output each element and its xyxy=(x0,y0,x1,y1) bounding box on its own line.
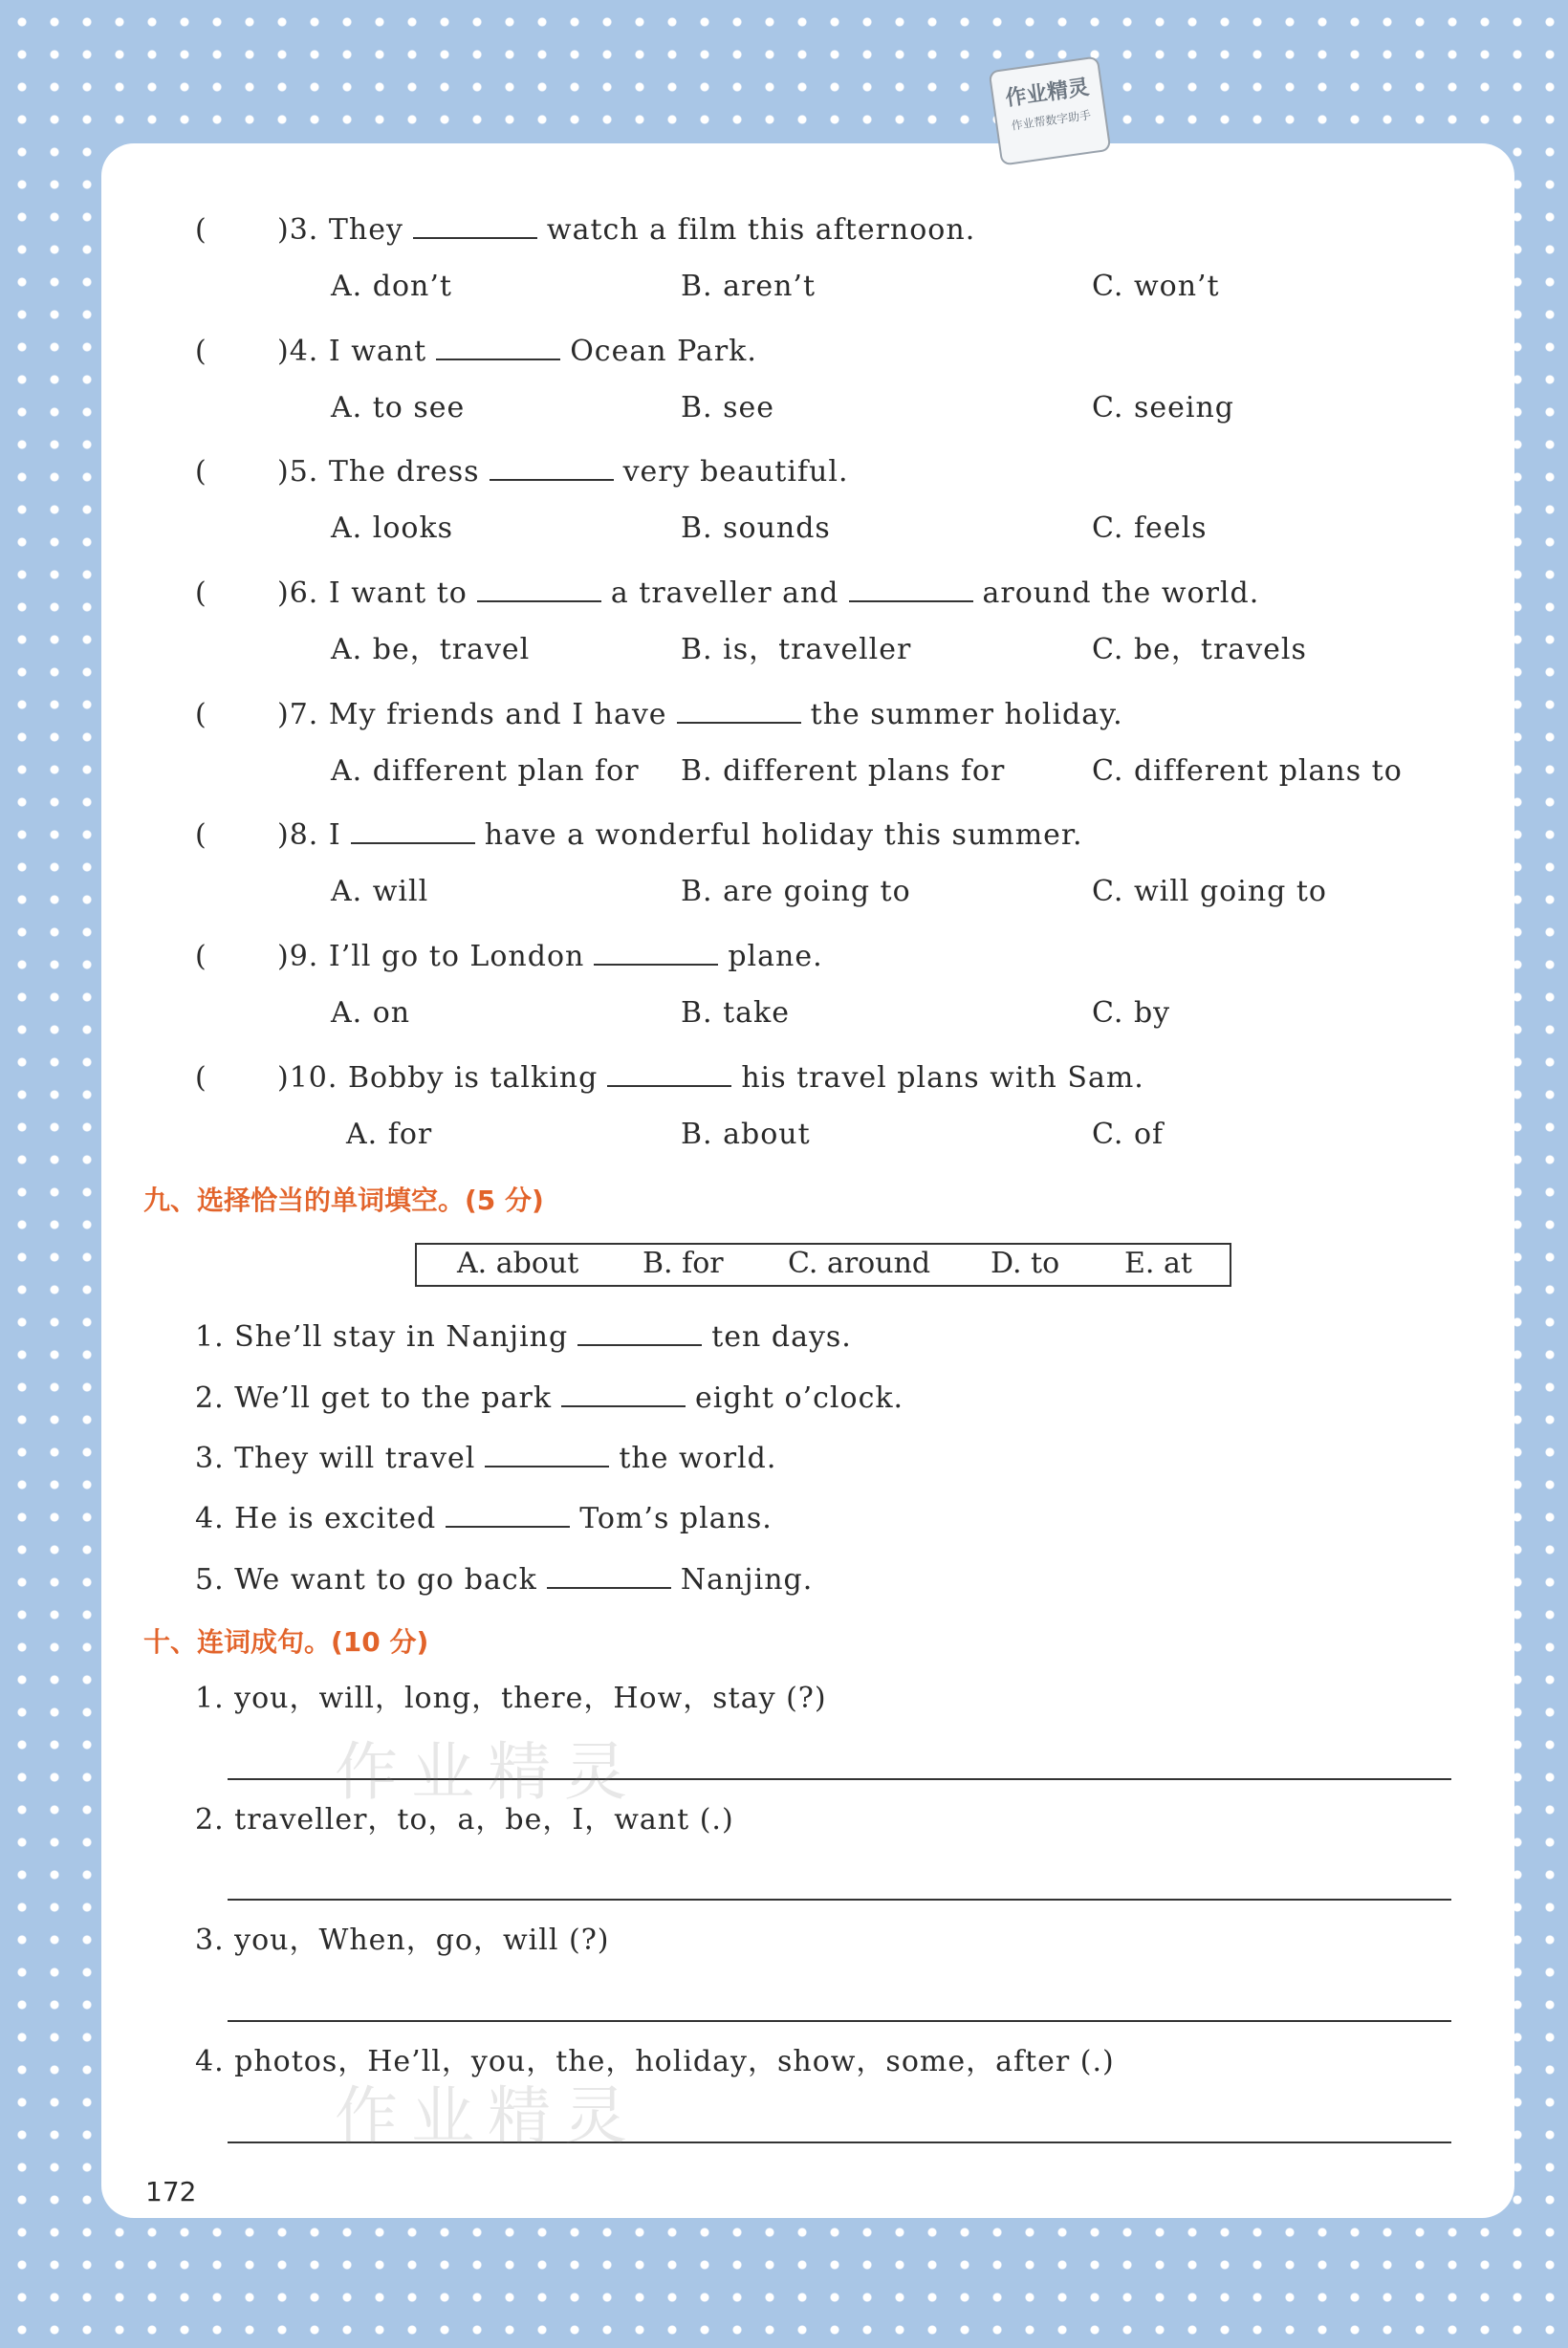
option-c: C. of xyxy=(1092,1118,1165,1151)
fill-item-text: 4. He is excited xyxy=(195,1502,437,1535)
section-ten-heading: 十、连词成句。(10 分) xyxy=(143,1626,429,1658)
fill-item-text: 1. She’ll stay in Nanjing xyxy=(195,1320,569,1354)
option-b: B. see xyxy=(681,391,775,424)
fill-item xyxy=(195,1497,773,1538)
fill-item-text: Nanjing. xyxy=(680,1563,814,1597)
answer-paren[interactable]: ( xyxy=(195,576,207,610)
option-c: C. seeing xyxy=(1092,391,1234,424)
question-text: very beautiful. xyxy=(622,455,849,489)
question-row xyxy=(195,208,975,250)
question-row xyxy=(195,330,757,371)
fill-item-text: 3. They will travel xyxy=(195,1442,476,1475)
answer-blank[interactable] xyxy=(577,1315,702,1346)
fill-item-text: 5. We want to go back xyxy=(195,1563,537,1597)
page-number: 172 xyxy=(145,2176,197,2207)
option-b: B. is，traveller xyxy=(681,633,912,666)
word-bank-item: B. for xyxy=(642,1247,724,1280)
question-row xyxy=(195,1056,1144,1098)
question-text: )8. I xyxy=(277,818,341,852)
answer-blank[interactable] xyxy=(413,208,537,239)
option-b: B. aren’t xyxy=(681,270,817,303)
question-row xyxy=(195,572,1259,613)
word-bank-item: D. to xyxy=(991,1247,1060,1280)
question-text: have a wonderful holiday this summer. xyxy=(484,818,1083,852)
answer-blank[interactable] xyxy=(485,1437,609,1468)
answer-blank[interactable] xyxy=(436,330,560,360)
question-text: )10. Bobby is talking xyxy=(277,1061,599,1095)
fill-item xyxy=(195,1437,776,1478)
answer-blank[interactable] xyxy=(490,450,614,481)
question-text: the summer holiday. xyxy=(810,698,1123,731)
option-c: C. by xyxy=(1092,996,1171,1030)
question-row xyxy=(195,693,1123,734)
fill-item-text: Tom’s plans. xyxy=(579,1502,773,1535)
stamp-title: 作业精灵 xyxy=(1004,76,1091,112)
reorder-item: 3. you，When，go，will (?) xyxy=(195,1924,610,1957)
question-text: )3. They xyxy=(277,213,403,247)
question-text: Ocean Park. xyxy=(570,335,757,368)
question-text: )6. I want to xyxy=(277,576,468,610)
option-b: B. different plans for xyxy=(681,754,1006,788)
option-a: A. will xyxy=(331,875,429,908)
fill-item xyxy=(195,1558,813,1599)
question-row xyxy=(195,450,848,491)
answer-paren[interactable]: ( xyxy=(195,455,207,489)
question-row xyxy=(195,814,1083,855)
question-text: a traveller and xyxy=(610,576,839,610)
section-nine-heading: 九、选择恰当的单词填空。(5 分) xyxy=(143,1185,544,1216)
option-c: C. feels xyxy=(1092,511,1208,545)
question-text: )9. I’ll go to London xyxy=(277,940,585,973)
fill-item-text: 2. We’ll get to the park xyxy=(195,1381,553,1415)
answer-blank[interactable] xyxy=(351,814,475,844)
answer-paren[interactable]: ( xyxy=(195,698,207,731)
fill-item xyxy=(195,1315,852,1357)
option-a: A. for xyxy=(346,1118,433,1151)
option-b: B. take xyxy=(681,996,790,1030)
option-b: B. are going to xyxy=(681,875,911,908)
option-a: A. on xyxy=(331,996,411,1030)
question-row xyxy=(195,935,823,976)
word-bank-item: E. at xyxy=(1124,1247,1192,1280)
question-text: )7. My friends and I have xyxy=(277,698,667,731)
option-a: A. looks xyxy=(331,511,454,545)
answer-blank[interactable] xyxy=(477,572,601,602)
answer-paren[interactable]: ( xyxy=(195,213,207,247)
answer-paren[interactable]: ( xyxy=(195,818,207,852)
fill-item-text: ten days. xyxy=(711,1320,852,1354)
reorder-item: 4. photos，He’ll，you，the，holiday，show，some，after (.) xyxy=(195,2045,1115,2078)
option-a: A. be，travel xyxy=(331,633,531,666)
watermark: 作业精灵 xyxy=(335,1735,641,1809)
answer-blank[interactable] xyxy=(561,1377,686,1407)
option-c: C. will going to xyxy=(1092,875,1327,908)
question-text: )5. The dress xyxy=(277,455,480,489)
answer-paren[interactable]: ( xyxy=(195,335,207,368)
fill-item-text: the world. xyxy=(619,1442,777,1475)
answer-line[interactable] xyxy=(228,1899,1451,1901)
option-c: C. won’t xyxy=(1092,270,1220,303)
option-c: C. different plans to xyxy=(1092,754,1403,788)
word-bank-box xyxy=(415,1243,1231,1287)
stamp-subtitle: 作业帮数字助手 xyxy=(1010,108,1092,133)
question-text: around the world. xyxy=(982,576,1260,610)
answer-paren[interactable]: ( xyxy=(195,1061,207,1095)
fill-item-text: eight o’clock. xyxy=(695,1381,904,1415)
question-text: )4. I want xyxy=(277,335,427,368)
answer-blank[interactable] xyxy=(446,1497,570,1528)
question-text: plane. xyxy=(728,940,823,973)
watermark: 作业精灵 xyxy=(335,2079,641,2153)
option-a: A. different plan for xyxy=(331,754,640,788)
word-bank-item: C. around xyxy=(788,1247,931,1280)
answer-line[interactable] xyxy=(228,2020,1451,2022)
fill-item xyxy=(195,1377,904,1418)
option-c: C. be，travels xyxy=(1092,633,1307,666)
answer-blank[interactable] xyxy=(677,693,801,724)
word-bank-item: A. about xyxy=(457,1247,579,1280)
option-b: B. sounds xyxy=(681,511,831,545)
answer-blank[interactable] xyxy=(849,572,973,602)
answer-paren[interactable]: ( xyxy=(195,940,207,973)
option-a: A. to see xyxy=(331,391,466,424)
option-a: A. don’t xyxy=(331,270,452,303)
question-text: watch a film this afternoon. xyxy=(546,213,976,247)
reorder-item: 2. traveller，to，a，be，I，want (.) xyxy=(195,1803,734,1837)
option-b: B. about xyxy=(681,1118,811,1151)
answer-blank[interactable] xyxy=(547,1558,671,1589)
answer-blank[interactable] xyxy=(607,1056,731,1087)
question-text: his travel plans with Sam. xyxy=(741,1061,1144,1095)
reorder-item: 1. you，will，long，there，How，stay (?) xyxy=(195,1682,827,1715)
logo-stamp xyxy=(989,55,1112,165)
answer-blank[interactable] xyxy=(594,935,718,966)
